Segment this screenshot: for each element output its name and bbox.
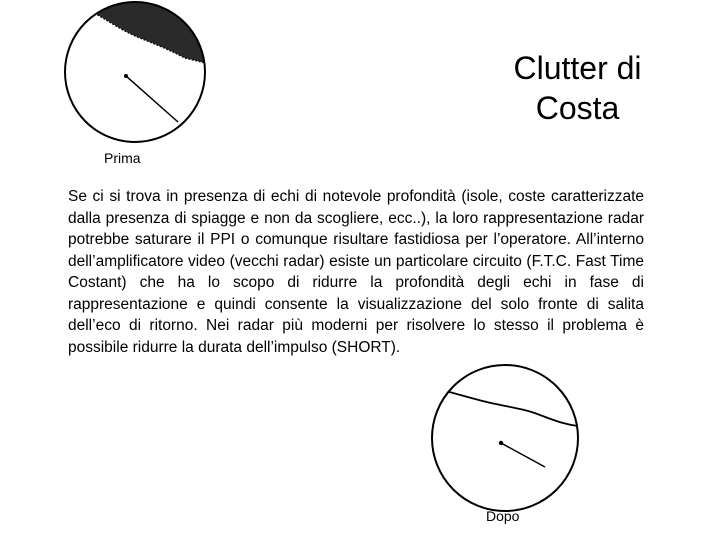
radar-ppi-after-image xyxy=(425,363,585,513)
slide-title: Clutter di Costa xyxy=(513,50,642,126)
radar-ppi-before-image xyxy=(60,0,210,150)
body-paragraph: Se ci si trova in presenza di echi di notevole profondità (isole, coste caratterizzate dalla presenza di spiagge e non da scogliere, ecc..), la loro rappresentazione radar potrebbe saturare il PPI o comunque risultare fastidiosa per l’operatore. All’interno dell’amplificatore video (vecchi radar) esiste un particolare circuito (F.T.C. Fast Time Costant) che ha lo scopo di ridurre la profondità degli echi in fase di rappresentazione e quindi consente la visualizzazione del solo fronte di salita dell’eco di ritorno. Nei radar più moderni per risolvere lo stesso il problema è possibile ridurre la durata dell’impulso (SHORT). xyxy=(68,188,644,356)
caption-after: Dopo xyxy=(486,508,520,524)
caption-before: Prima xyxy=(104,150,141,166)
